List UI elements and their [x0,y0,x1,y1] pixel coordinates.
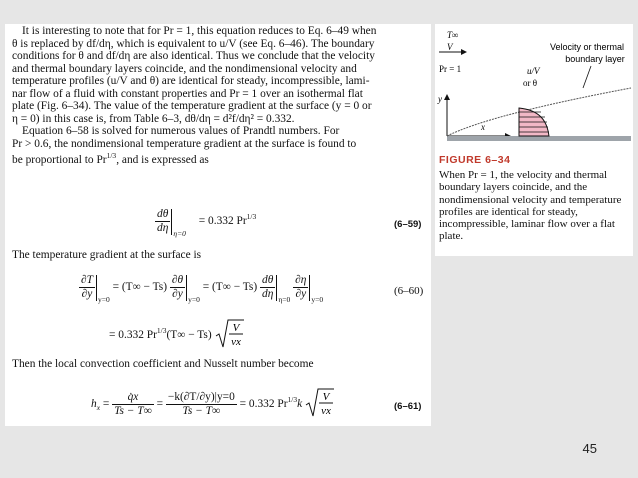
equation-6-60-line-2: = 0.332 $Pr^{1/3}(T\infty - Ts)$ V νx [109,319,245,352]
sqrt-symbol-2 [305,388,335,418]
text-gradient: The temperature gradient at the surface is [12,249,202,261]
boundary-layer-label-2: boundary layer [565,54,625,64]
x-axis-label: x [481,122,485,132]
profile-or-label: or θ [523,78,538,88]
paragraph-2-line-1: Equation 6–58 is solved for numerous values of Prandtl numbers. For [22,125,340,137]
y-axis-label: y [438,94,442,104]
equation-number-6-59: (6–59) [394,219,422,230]
flat-plate [447,136,631,141]
figure-6-34-diagram [435,24,633,152]
svg-text:νx: νx [230,336,241,348]
equation-number-6-60: (6–60) [394,285,424,297]
paragraph-1-line-4: and thermal boundary layers coincide, and the nondimensional velocity and [12,62,357,75]
pr-label: Pr = 1 [439,64,462,74]
page-number: 45 [582,441,597,456]
sqrt-symbol [215,319,245,349]
text-convection: Then the local convection coefficient and Nusselt number become [12,358,314,370]
figure-number-label: FIGURE 6–34 [439,154,511,166]
profile-label: u/V [527,66,540,76]
paragraph-1-line-7: plate (Fig. 6–34). The value of the temperature gradient at the surface (y = 0 or [12,100,372,112]
main-text-panel [5,24,431,426]
figure-caption-block [439,154,631,242]
svg-text:V: V [322,391,330,403]
t-inf-label: T∞ [447,30,459,40]
paragraph-2-line-3: be proportional to $Pr^{1/3}$, and is expressed as [12,151,209,166]
svg-text:νx: νx [321,405,331,417]
equation-6-60: $\frac{\partial T}{\partial y}$ $_{y=0}$ = (T∞ − Ts) $\frac{\partial\theta}{\partial y}$ $_{y=0}$ = (T∞ − Ts) $\frac{d\theta}{d\eta}$ $_{\eta=0}$ $\frac{\partial\eta}{\partial y}$ $_{y=0}$ [81,274,324,305]
paragraph-1-line-2: θ is replaced by df/dη, which is equivalent to u/V (see Eq. 6–46). The boundary [12,37,375,50]
paragraph-1-line-3: conditions for θ and df/dη are also identical. Thus we conclude that the velocity [12,50,375,62]
paragraph-1-line-8: η = 0) in this case is, from Table 6–3, dθ/dη = d²f/dη² = 0.332. [12,112,295,125]
equation-number-6-61: (6–61) [394,401,422,412]
svg-text:V: V [232,322,239,334]
equation-6-61: $h_x$ = $\frac{q̇x}{Ts - T\infty}$ = $\frac{-k(\partial T/\partial y)|y=0}{Ts - T\infty}$ = 0.332 $Pr^{1/3}k$ V νx [91,388,335,421]
paragraph-2-line-2: Pr > 0.6, the nondimensional temperature gradient at the surface is found to [12,137,357,150]
figure-panel [435,24,633,256]
paragraph-1-line-5: temperature profiles (u/V and θ) are identical for steady, incompressible, lami- [12,75,370,87]
boundary-layer-label-1: Velocity or thermal [549,42,625,52]
body-text [12,25,428,167]
figure-caption: When Pr = 1, the velocity and thermal boundary layers coincide, and the nondimensional velocity and temperature profiles are identical for steady, incompressible, laminar flow over a flat plate. [439,169,622,243]
paragraph-1-line-1: It is interesting to note that for Pr = 1, this equation reduces to Eq. 6–49 when [22,25,377,37]
paragraph-1-line-6: nar flow of a fluid with constant properties and Pr = 1 over an isothermal flat [12,87,363,100]
leader-line [583,66,591,88]
v-label: V [447,42,453,52]
equation-6-59: $\frac{d\theta}{d\eta}$ $_{\eta=0}$ = 0.332 $Pr^{1/3}$ [157,208,257,239]
